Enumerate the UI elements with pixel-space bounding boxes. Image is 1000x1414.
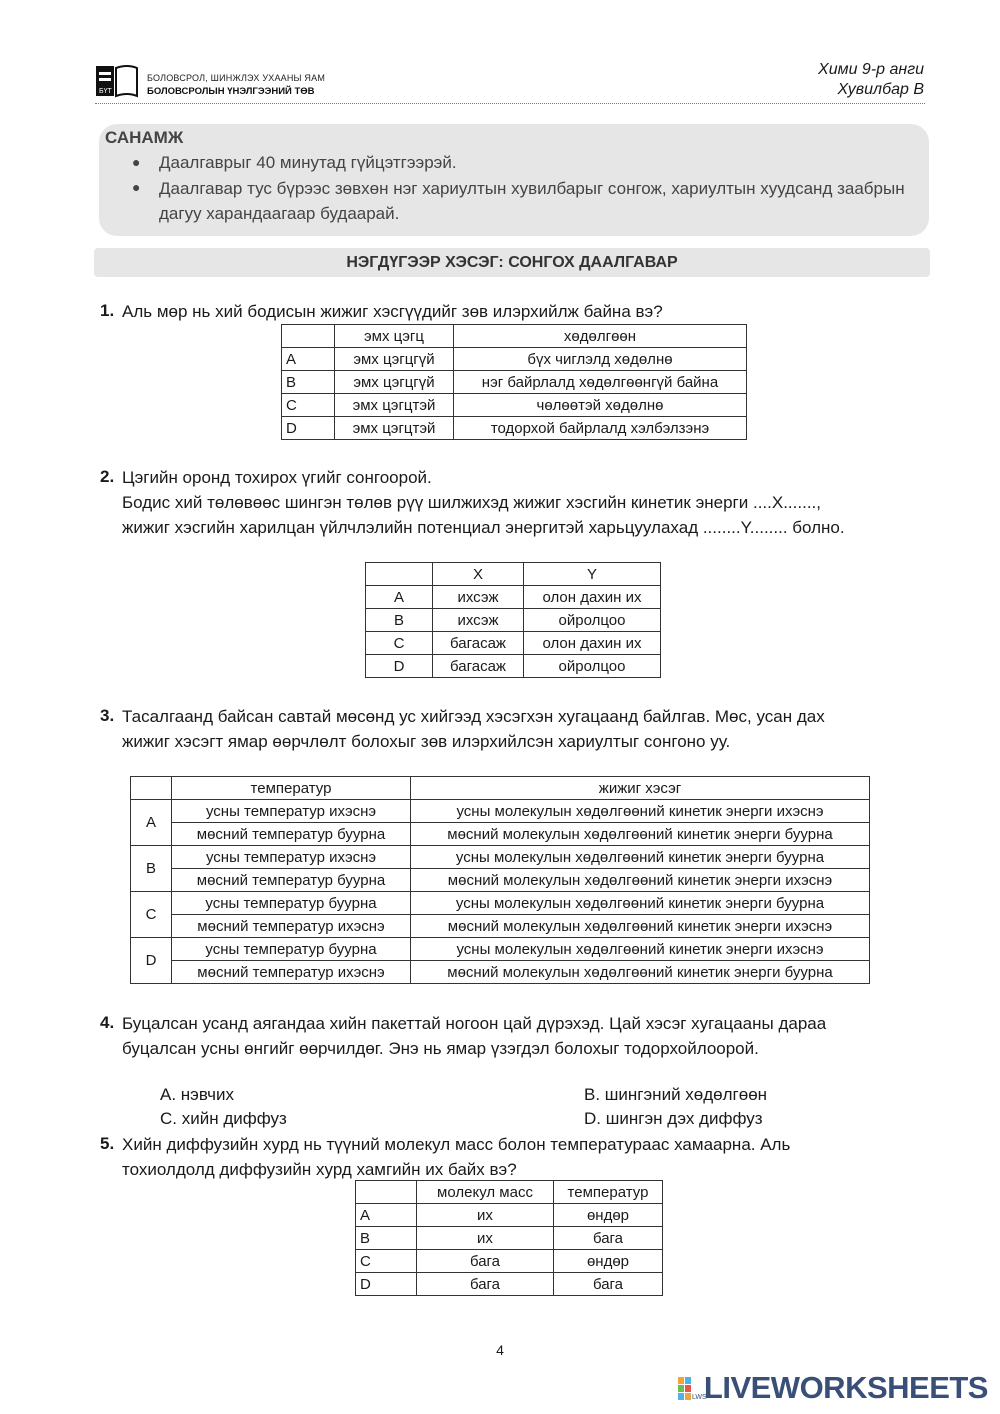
question-text: тохиолдолд диффузийн хурд хамгийн их байх вэ? xyxy=(122,1160,517,1179)
table-cell: ойролцоо xyxy=(524,655,661,678)
question-text: жижиг хэсгийн харилцан үйлчлэлийн потенциал энергитэй харьцуулахад ........Y........ болно. xyxy=(122,518,845,537)
table-header-row xyxy=(366,563,661,586)
table-row xyxy=(366,609,661,632)
table-row xyxy=(131,823,870,846)
table-cell: жижиг хэсэг xyxy=(411,777,870,800)
table-cell: эмх цэгцгүй xyxy=(335,348,454,371)
table-cell: ихсэж xyxy=(433,609,524,632)
table-cell: усны молекулын хөдөлгөөний кинетик энерги буурна xyxy=(411,892,870,915)
table-row xyxy=(282,371,747,394)
table-cell: багасаж xyxy=(433,655,524,678)
table-cell: олон дахин их xyxy=(524,586,661,609)
header-divider xyxy=(95,103,925,104)
table-cell: B xyxy=(282,371,335,394)
table-cell: усны молекулын хөдөлгөөний кинетик энерги ихэснэ xyxy=(411,800,870,823)
table-row xyxy=(131,938,870,961)
answer-option-c[interactable]: C. хийн диффуз xyxy=(160,1109,287,1128)
variant-label: Хувилбар B xyxy=(837,81,924,98)
table-row xyxy=(131,846,870,869)
table-cell: A xyxy=(366,586,433,609)
table-header-row xyxy=(282,325,747,348)
table-row xyxy=(131,800,870,823)
table-cell: D xyxy=(282,417,335,440)
question-text: буцалсан усны өнгийг өөрчилдөг. Энэ нь ямар үзэгдэл болохыг тодорхойлоорой. xyxy=(122,1039,759,1058)
notice-title: САНАМЖ xyxy=(105,128,184,147)
table-cell: хөдөлгөөн xyxy=(454,325,747,348)
table-row xyxy=(131,869,870,892)
notice-item: Даалгаврыг 40 минутад гүйцэтгээрэй. xyxy=(159,153,457,172)
subject-label: Хими 9-р анги xyxy=(818,61,924,78)
table-row xyxy=(356,1227,663,1250)
table-cell: мөсний молекулын хөдөлгөөний кинетик энерги ихэснэ xyxy=(411,915,870,938)
table-cell: B xyxy=(131,846,172,892)
answer-option-b[interactable]: B. шингэний хөдөлгөөн xyxy=(584,1085,768,1104)
table-cell: усны молекулын хөдөлгөөний кинетик энерги буурна xyxy=(411,846,870,869)
table-cell: мөсний молекулын хөдөлгөөний кинетик энерги буурна xyxy=(411,961,870,984)
table-cell: мөсний температур ихэснэ xyxy=(172,961,411,984)
question-text: Буцалсан усанд аягандаа хийн пакеттай ногоон цай дүрэхэд. Цай хэсэг хугацааны дараа xyxy=(122,1014,827,1033)
question-number: 5. xyxy=(100,1134,115,1153)
table-cell: температур xyxy=(554,1181,663,1204)
table-row xyxy=(366,632,661,655)
question-text: Цэгийн оронд тохирох үгийг сонгоорой. xyxy=(122,468,432,487)
table-cell: усны температур ихэснэ xyxy=(172,846,411,869)
header-info xyxy=(818,60,924,100)
table-cell: C xyxy=(356,1250,417,1273)
notice-item: Даалгавар тус бүрээс зөвхөн нэг хариултын хувилбарыг сонгож, хариултын хуудсанд заабрын дагуу харандаагаар будаарай. xyxy=(159,179,905,223)
org-name-ministry: БОЛОВСРОЛ, ШИНЖЛЭХ УХААНЫ ЯАМ xyxy=(147,73,326,83)
table-cell: мөсний температур ихэснэ xyxy=(172,915,411,938)
table-cell: бүх чиглэлд хөдөлнө xyxy=(454,348,747,371)
section-title: НЭГДҮГЭЭР ХЭСЭГ: СОНГОХ ДААЛГАВАР xyxy=(94,248,930,277)
table-cell: усны температур буурна xyxy=(172,892,411,915)
bullet-icon: ● xyxy=(132,154,141,170)
question-number: 2. xyxy=(100,467,115,486)
table-cell: нэг байрлалд хөдөлгөөнгүй байна xyxy=(454,371,747,394)
table-cell: D xyxy=(131,938,172,984)
table-row xyxy=(282,417,747,440)
table-cell: мөсний молекулын хөдөлгөөний кинетик энерги буурна xyxy=(411,823,870,846)
org-name-center: БОЛОВСРОЛЫН ҮНЭЛГЭЭНИЙ ТӨВ xyxy=(147,86,315,97)
table-row xyxy=(131,961,870,984)
table-cell: мөсний температур буурна xyxy=(172,869,411,892)
table-cell: X xyxy=(433,563,524,586)
table-cell: тодорхой байрлалд хэлбэлзэнэ xyxy=(454,417,747,440)
table-cell: ихсэж xyxy=(433,586,524,609)
page-number: 4 xyxy=(496,1342,504,1358)
answer-option-a[interactable]: A. нэвчих xyxy=(160,1085,234,1104)
table-cell: Y xyxy=(524,563,661,586)
question-text: Бодис хий төлөвөөс шингэн төлөв рүү шилжихэд жижиг хэсгийн кинетик энерги ....X......., xyxy=(122,493,821,512)
table-cell: D xyxy=(356,1273,417,1296)
table-cell: өндөр xyxy=(554,1204,663,1227)
table-cell: мөсний молекулын хөдөлгөөний кинетик энерги ихэснэ xyxy=(411,869,870,892)
table-cell: молекул масс xyxy=(417,1181,554,1204)
table-cell: их xyxy=(417,1204,554,1227)
table-row xyxy=(366,586,661,609)
table-cell: усны молекулын хөдөлгөөний кинетик энерги ихэснэ xyxy=(411,938,870,961)
table-row xyxy=(282,394,747,417)
question-text: Хийн диффузийн хурд нь түүний молекул масс болон температураас хамаарна. Аль xyxy=(122,1135,791,1154)
answer-option-d[interactable]: D. шингэн дэх диффуз xyxy=(584,1109,763,1128)
table-cell: бага xyxy=(417,1250,554,1273)
question-number: 3. xyxy=(100,706,115,725)
table-cell: эмх цэгц xyxy=(335,325,454,348)
table-cell: эмх цэгцгүй xyxy=(335,371,454,394)
bullet-icon: ● xyxy=(132,179,141,195)
table-cell: бага xyxy=(554,1273,663,1296)
table-cell: усны температур ихэснэ xyxy=(172,800,411,823)
ministry-logo xyxy=(95,62,139,98)
table-cell: эмх цэгцтэй xyxy=(335,417,454,440)
table-cell: их xyxy=(417,1227,554,1250)
logo-letters: LWS xyxy=(692,1394,707,1401)
table-row xyxy=(356,1250,663,1273)
table-cell: B xyxy=(356,1227,417,1250)
liveworksheets-watermark[interactable]: LIVEWORKSHEETS xyxy=(703,1370,988,1405)
table-cell: бага xyxy=(417,1273,554,1296)
q3-table xyxy=(130,776,870,984)
question-number: 1. xyxy=(100,301,115,320)
question-number: 4. xyxy=(100,1013,115,1032)
table-cell: өндөр xyxy=(554,1250,663,1273)
table-row xyxy=(356,1204,663,1227)
table-cell: чөлөөтэй хөдөлнө xyxy=(454,394,747,417)
table-cell: B xyxy=(366,609,433,632)
table-cell: A xyxy=(131,800,172,846)
table-cell: C xyxy=(366,632,433,655)
table-cell: эмх цэгцтэй xyxy=(335,394,454,417)
table-cell: олон дахин их xyxy=(524,632,661,655)
question-text: Аль мөр нь хий бодисын жижиг хэсгүүдийг зөв илэрхийлж байна вэ? xyxy=(122,302,663,321)
q2-table xyxy=(365,562,661,678)
table-cell: бага xyxy=(554,1227,663,1250)
table-cell: A xyxy=(282,348,335,371)
table-cell xyxy=(356,1181,417,1204)
question-text: Тасалгаанд байсан савтай мөсөнд ус хийгээд хэсэгхэн хугацаанд байлгав. Мөс, усан дах xyxy=(122,707,825,726)
table-cell: A xyxy=(356,1204,417,1227)
question-text: жижиг хэсэгт ямар өөрчлөлт болохыг зөв илэрхийлсэн хариултыг сонгоно уу. xyxy=(122,732,731,751)
q5-table xyxy=(355,1180,663,1296)
table-cell: усны температур буурна xyxy=(172,938,411,961)
table-cell: мөсний температур буурна xyxy=(172,823,411,846)
table-cell: C xyxy=(282,394,335,417)
table-cell xyxy=(366,563,433,586)
table-cell: C xyxy=(131,892,172,938)
liveworksheets-logo-icon xyxy=(678,1377,707,1401)
table-header-row xyxy=(131,777,870,800)
table-row xyxy=(356,1273,663,1296)
logo-text: БҮТ xyxy=(99,88,112,95)
table-row xyxy=(282,348,747,371)
table-cell xyxy=(131,777,172,800)
table-row xyxy=(131,892,870,915)
table-cell xyxy=(282,325,335,348)
table-cell: багасаж xyxy=(433,632,524,655)
table-row xyxy=(131,915,870,938)
table-cell: температур xyxy=(172,777,411,800)
q1-table xyxy=(281,324,747,440)
table-header-row xyxy=(356,1181,663,1204)
table-cell: ойролцоо xyxy=(524,609,661,632)
table-cell: D xyxy=(366,655,433,678)
table-row xyxy=(366,655,661,678)
